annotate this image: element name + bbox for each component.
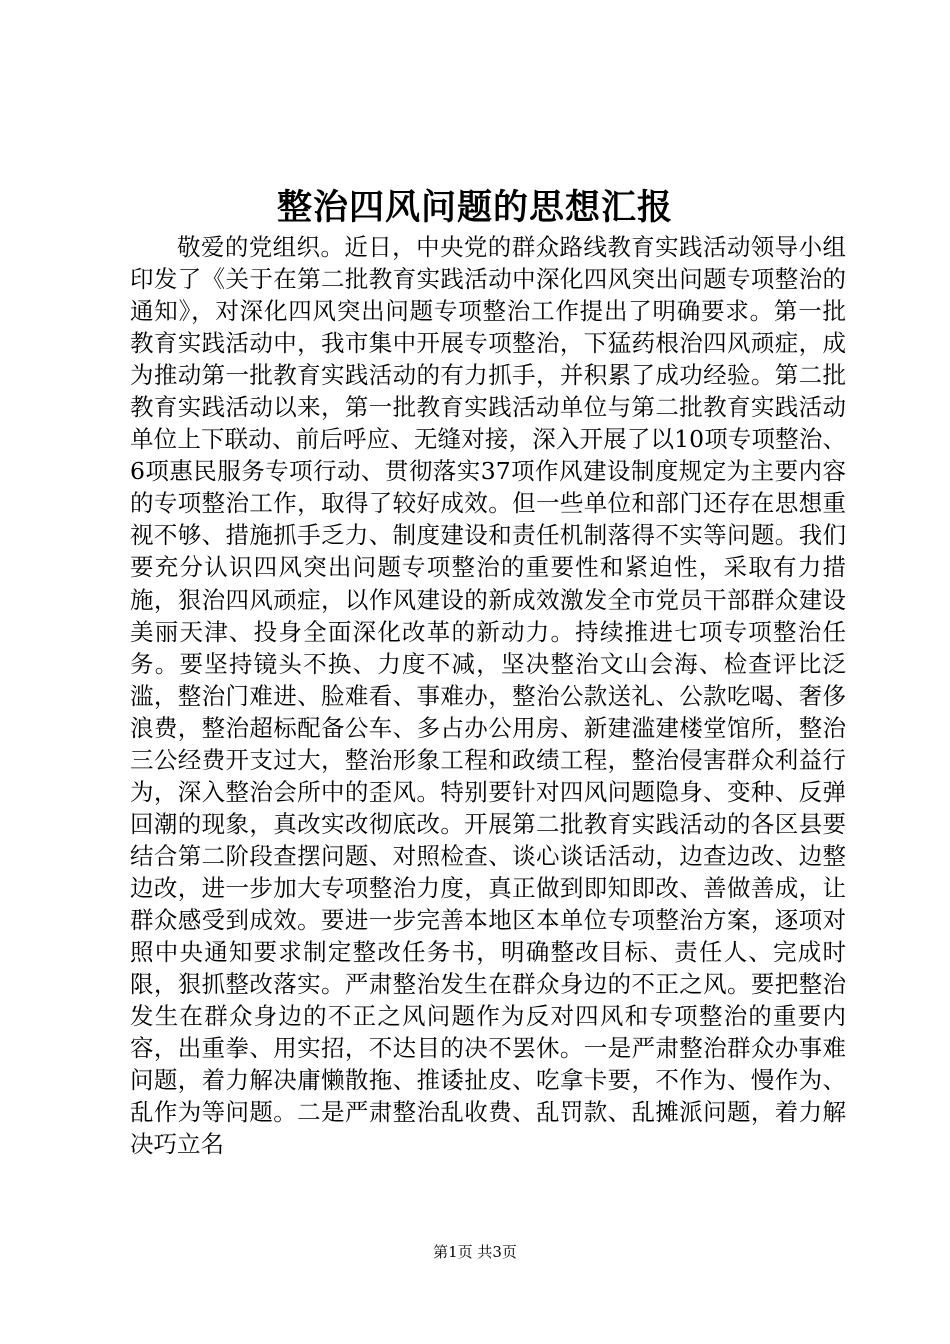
document-title: 整治四风问题的思想汇报 xyxy=(276,187,673,228)
document-body-paragraph: 敬爱的党组织。近日，中央党的群众路线教育实践活动领导小组印发了《关于在第二批教育实践活动中深化四风突出问题专项整治的通知》，对深化四风突出问题专项整治工作提出了明确要求。第一批教育实践活动中，我市集中开展专项整治，下猛药根治四风顽症，成为推动第一批教育实践活动的有力抓手，并积累了成功经验。第二批教育实践活动以来，第一批教育实践活动单位与第二批教育实践活动单位上下联动、前后呼应、无缝对接，深入开展了以10项专项整治、6项惠民服务专项行动、贯彻落实37项作风建设制度规定为主要内容的专项整治工作，取得了较好成效。但一些单位和部门还存在思想重视不够、措施抓手乏力、制度建设和责任机制落得不实等问题。我们要充分认识四风突出问题专项整治的重要性和紧迫性，采取有力措施，狠治四风顽症，以作风建设的新成效激发全市党员干部群众建设美丽天津、投身全面深化改革的新动力。持续推进七项专项整治任务。要坚持镜头不换、力度不减，坚决整治文山会海、检查评比泛滥，整治门难进、脸难看、事难办，整治公款送礼、公款吃喝、奢侈浪费，整治超标配备公车、多占办公用房、新建滥建楼堂馆所，整治三公经费开支过大，整治形象工程和政绩工程，整治侵害群众利益行为，深入整治会所中的歪风。特别要针对四风问题隐身、变种、反弹回潮的现象，真改实改彻底改。开展第二批教育实践活动的各区县要结合第二阶段查摆问题、对照检查、谈心谈话活动，边查边改、边整边改，进一步加大专项整治力度，真正做到即知即改、善做善成，让群众感受到成效。要进一步完善本地区本单位专项整治方案，逐项对照中央通知要求制定整改任务书，明确整改目标、责任人、完成时限，狠抓整改落实。严肃整治发生在群众身边的不正之风。要把整治发生在群众身边的不正之风问题作为反对四风和专项整治的重要内容，出重拳、用实招，不达目的决不罢休。一是严肃整治群众办事难问题，着力解决庸懒散拖、推诿扯皮、吃拿卡要，不作为、慢作为、乱作为等问题。二是严肃整治乱收费、乱罚款、乱摊派问题，着力解决巧立名 xyxy=(130,233,846,1159)
page-number-indicator: 第1页 共3页 xyxy=(433,1243,517,1261)
